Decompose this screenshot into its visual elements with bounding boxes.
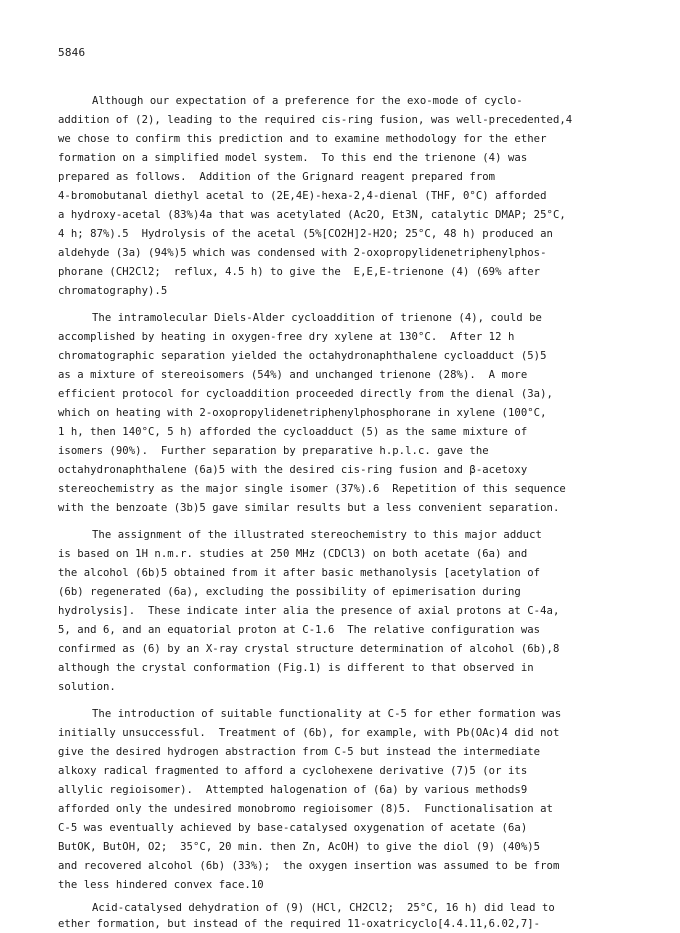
- text-line: initially unsuccessful. Treatment of (6b), for example, with Pb(OAc)4 did not: [58, 727, 560, 739]
- text-line: the less hindered convex face.10: [58, 879, 264, 891]
- text-line: and recovered alcohol (6b) (33%); the oxygen insertion was assumed to be from: [58, 860, 560, 872]
- text-line: give the desired hydrogen abstraction from C-5 but instead the intermediate: [58, 746, 541, 758]
- text-line: alkoxy radical fragmented to afford a cyclohexene derivative (7)5 (or its: [58, 765, 528, 777]
- text-line: we chose to confirm this prediction and to examine methodology for the ether: [58, 133, 547, 145]
- text-line: aldehyde (3a) (94%)5 which was condensed with 2-oxopropylidenetriphenylphos-: [58, 247, 547, 259]
- text-line: formation on a simplified model system. To this end the trienone (4) was: [58, 152, 528, 164]
- text-line: prepared as follows. Addition of the Grignard reagent prepared from: [58, 171, 496, 183]
- page-number: 5846: [58, 46, 86, 59]
- text-line: 4 h; 87%).5 Hydrolysis of the acetal (5%[CO2H]2-H2O; 25°C, 48 h) produced an: [58, 228, 553, 240]
- text-line: The assignment of the illustrated stereochemistry to this major adduct: [92, 529, 542, 541]
- text-line: addition of (2), leading to the required cis-ring fusion, was well-precedented,4: [58, 114, 573, 126]
- text-line: The introduction of suitable functionality at C-5 for ether formation was: [92, 708, 562, 720]
- text-line: chromatography).5: [58, 285, 168, 297]
- text-line: allylic regioisomer). Attempted halogenation of (6a) by various methods9: [58, 784, 528, 796]
- text-line: 1 h, then 140°C, 5 h) afforded the cycloadduct (5) as the same mixture of: [58, 426, 528, 438]
- text-line: with the benzoate (3b)5 gave similar results but a less convenient separation.: [58, 502, 560, 514]
- text-line: solution.: [58, 681, 116, 693]
- text-line: a hydroxy-acetal (83%)4a that was acetylated (Ac2O, Et3N, catalytic DMAP; 25°C,: [58, 209, 566, 221]
- text-line: hydrolysis]. These indicate inter alia the presence of axial protons at C-4a,: [58, 605, 560, 617]
- text-line: as a mixture of stereoisomers (54%) and unchanged trienone (28%). A more: [58, 369, 528, 381]
- text-line: chromatographic separation yielded the octahydronaphthalene cycloadduct (5)5: [58, 350, 547, 362]
- text-line: afforded only the undesired monobromo regioisomer (8)5. Functionalisation at: [58, 803, 553, 815]
- text-line: ether formation, but instead of the required 11-oxatricyclo[4.4.11,6.02,7]-: [58, 918, 541, 930]
- text-line: although the crystal conformation (Fig.1) is different to that observed in: [58, 662, 534, 674]
- text-line: 4-bromobutanal diethyl acetal to (2E,4E)-hexa-2,4-dienal (THF, 0°C) afforded: [58, 190, 547, 202]
- text-line: the alcohol (6b)5 obtained from it after basic methanolysis [acetylation of: [58, 567, 541, 579]
- text-line: octahydronaphthalene (6a)5 with the desired cis-ring fusion and β-acetoxy: [58, 464, 528, 476]
- text-line: The intramolecular Diels-Alder cycloaddition of trienone (4), could be: [92, 312, 542, 324]
- text-line: phorane (CH2Cl2; reflux, 4.5 h) to give the E,E,E-trienone (4) (69% after: [58, 266, 541, 278]
- text-line: efficient protocol for cycloaddition proceeded directly from the dienal (3a),: [58, 388, 553, 400]
- text-line: Although our expectation of a preference for the exo-mode of cyclo-: [92, 95, 523, 107]
- text-line: which on heating with 2-oxopropylidenetriphenylphosphorane in xylene (100°C,: [58, 407, 547, 419]
- text-line: Acid-catalysed dehydration of (9) (HCl, CH2Cl2; 25°C, 16 h) did lead to: [92, 902, 555, 914]
- text-line: isomers (90%). Further separation by preparative h.p.l.c. gave the: [58, 445, 489, 457]
- text-line: confirmed as (6) by an X-ray crystal structure determination of alcohol (6b),8: [58, 643, 560, 655]
- text-line: accomplished by heating in oxygen-free dry xylene at 130°C. After 12 h: [58, 331, 515, 343]
- text-line: (6b) regenerated (6a), excluding the possibility of epimerisation during: [58, 586, 521, 598]
- text-line: C-5 was eventually achieved by base-catalysed oxygenation of acetate (6a): [58, 822, 528, 834]
- text-line: 5, and 6, and an equatorial proton at C-1.6 The relative configuration was: [58, 624, 541, 636]
- text-line: stereochemistry as the major single isomer (37%).6 Repetition of this sequence: [58, 483, 566, 495]
- text-line: ButOK, ButOH, O2; 35°C, 20 min. then Zn, AcOH) to give the diol (9) (40%)5: [58, 841, 541, 853]
- text-line: is based on 1H n.m.r. studies at 250 MHz (CDCl3) on both acetate (6a) and: [58, 548, 528, 560]
